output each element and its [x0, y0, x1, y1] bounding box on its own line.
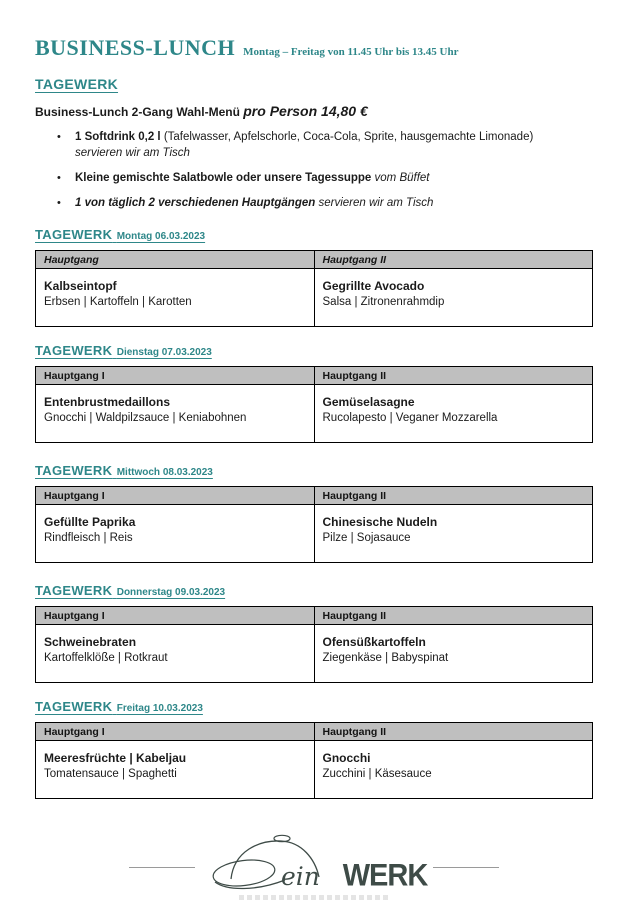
menu-line-main: Business-Lunch 2-Gang Wahl-Menü: [35, 105, 240, 119]
column-header-hauptgang-1: Hauptgang I: [36, 723, 315, 741]
day-heading: [35, 582, 225, 600]
menu-line-price: pro Person 14,80 €: [243, 103, 368, 119]
bullet-icon: •: [57, 172, 61, 184]
day-heading-date: Montag 06.03.2023: [116, 231, 206, 242]
page-title: BUSINESS-LUNCH: [35, 35, 236, 60]
dish-name: Meeresfrüchte | Kabeljau: [44, 751, 187, 765]
list-item: [57, 195, 593, 211]
logo-script-text: ein: [280, 862, 320, 891]
menu-table-dienstag: [35, 366, 593, 443]
dish-name: Ofensüßkartoffeln: [322, 635, 426, 649]
dish-name: Entenbrustmedaillons: [44, 395, 171, 409]
dish-name: Gemüselasagne: [322, 395, 415, 409]
dish-sides: Ziegenkäse | Babyspinat: [322, 652, 449, 664]
day-section-mittwoch: [35, 462, 593, 563]
column-header-hauptgang-2: Hauptgang II: [314, 367, 593, 385]
logo-word: WERK: [342, 858, 428, 894]
dish-name: Gefüllte Paprika: [44, 515, 136, 529]
day-heading-title: TAGEWERK: [35, 343, 113, 358]
column-header-hauptgang-1: Hauptgang: [36, 251, 315, 269]
column-header-hauptgang-2: Hauptgang II: [314, 251, 593, 269]
dish-sides: Gnocchi | Waldpilzsauce | Keniabohnen: [44, 412, 247, 424]
bullet2-bold: Kleine gemischte Salatbowle oder unsere Tagessuppe: [75, 172, 375, 184]
day-heading-title: TAGEWERK: [35, 583, 113, 598]
cloche-icon: [201, 833, 351, 891]
footer-rule-left: [129, 867, 195, 868]
day-heading-title: TAGEWERK: [35, 463, 113, 478]
dish-sides: Tomatensauce | Spaghetti: [44, 768, 177, 780]
dish-name: Gnocchi: [322, 751, 371, 765]
dish-name: Schweinebraten: [44, 635, 137, 649]
dish-name: Kalbseintopf: [44, 279, 117, 293]
footer-logo-row: [35, 833, 593, 894]
course-cell: [314, 505, 593, 563]
day-heading-title: TAGEWERK: [35, 227, 113, 242]
dish-sides: Rindfleisch | Reis: [44, 532, 133, 544]
table-row: [36, 385, 593, 443]
course-cell: [36, 269, 315, 327]
column-header-hauptgang-1: Hauptgang I: [36, 367, 315, 385]
day-heading-date: Donnerstag 09.03.2023: [116, 587, 226, 598]
bullet1-bold: 1 Softdrink 0,2 l: [75, 131, 164, 143]
day-heading: [35, 462, 213, 480]
table-row: [36, 269, 593, 327]
table-header-row: [36, 723, 593, 741]
column-header-hauptgang-2: Hauptgang II: [314, 607, 593, 625]
day-heading-date: Freitag 10.03.2023: [116, 703, 203, 714]
dish-sides: Rucolapesto | Veganer Mozzarella: [322, 412, 498, 424]
day-heading-date: Mittwoch 08.03.2023: [116, 467, 213, 478]
list-item: [57, 170, 593, 186]
dish-name: Chinesische Nudeln: [322, 515, 438, 529]
table-row: [36, 505, 593, 563]
day-heading: [35, 226, 205, 244]
table-row: [36, 741, 593, 799]
bullet3-italic: servieren wir am Tisch: [318, 197, 434, 209]
dish-sides: Kartoffelklöße | Rotkraut: [44, 652, 168, 664]
day-section-donnerstag: [35, 582, 593, 683]
bullet-icon: •: [57, 131, 61, 143]
column-header-hauptgang-2: Hauptgang II: [314, 487, 593, 505]
menu-table-mittwoch: [35, 486, 593, 563]
dish-sides: Salsa | Zitronenrahmdip: [322, 296, 445, 308]
restaurant-logo: [201, 833, 428, 894]
footer-rule-right: [433, 867, 499, 868]
bullet-icon: •: [57, 197, 61, 209]
table-row: [36, 625, 593, 683]
menu-conditions-list: [57, 129, 593, 211]
page-subtitle: Montag – Freitag von 11.45 Uhr bis 13.45 Uhr: [243, 46, 459, 58]
column-header-hauptgang-1: Hauptgang I: [36, 487, 315, 505]
course-cell: [36, 625, 315, 683]
course-cell: [314, 625, 593, 683]
table-header-row: [36, 607, 593, 625]
footer-fineprint-illegible: [239, 895, 389, 900]
dish-name: Gegrillte Avocado: [322, 279, 425, 293]
bullet2-italic: vom Büffet: [374, 172, 430, 184]
menu-table-donnerstag: [35, 606, 593, 683]
day-heading-title: TAGEWERK: [35, 699, 113, 714]
document-header: [35, 36, 593, 60]
table-header-row: [36, 251, 593, 269]
dish-sides: Erbsen | Kartoffeln | Karotten: [44, 296, 192, 308]
day-section-freitag: [35, 698, 593, 799]
menu-table-freitag: [35, 722, 593, 799]
intro-heading: TAGEWERK: [35, 76, 119, 92]
bullet3-bold-italic: 1 von täglich 2 verschiedenen Hauptgängen: [75, 197, 319, 209]
bullet1-regular: (Tafelwasser, Apfelschorle, Coca-Cola, Sprite, hausgemachte Limonade): [163, 131, 534, 143]
course-cell: [314, 269, 593, 327]
course-cell: [36, 505, 315, 563]
dish-sides: Pilze | Sojasauce: [322, 532, 411, 544]
bullet1-italic: servieren wir am Tisch: [75, 147, 190, 159]
course-cell: [314, 385, 593, 443]
day-section-dienstag: [35, 342, 593, 443]
intro-section: [35, 60, 593, 211]
dish-sides: Zucchini | Käsesauce: [322, 768, 432, 780]
table-header-row: [36, 487, 593, 505]
day-section-montag: [35, 226, 593, 327]
course-cell: [36, 741, 315, 799]
menu-line: [35, 103, 593, 119]
course-cell: [36, 385, 315, 443]
day-heading: [35, 698, 203, 716]
list-item: [57, 129, 593, 161]
course-cell: [314, 741, 593, 799]
table-header-row: [36, 367, 593, 385]
day-heading-date: Dienstag 07.03.2023: [116, 347, 212, 358]
column-header-hauptgang-2: Hauptgang II: [314, 723, 593, 741]
menu-table-montag: [35, 250, 593, 327]
column-header-hauptgang-1: Hauptgang I: [36, 607, 315, 625]
day-heading: [35, 342, 212, 360]
